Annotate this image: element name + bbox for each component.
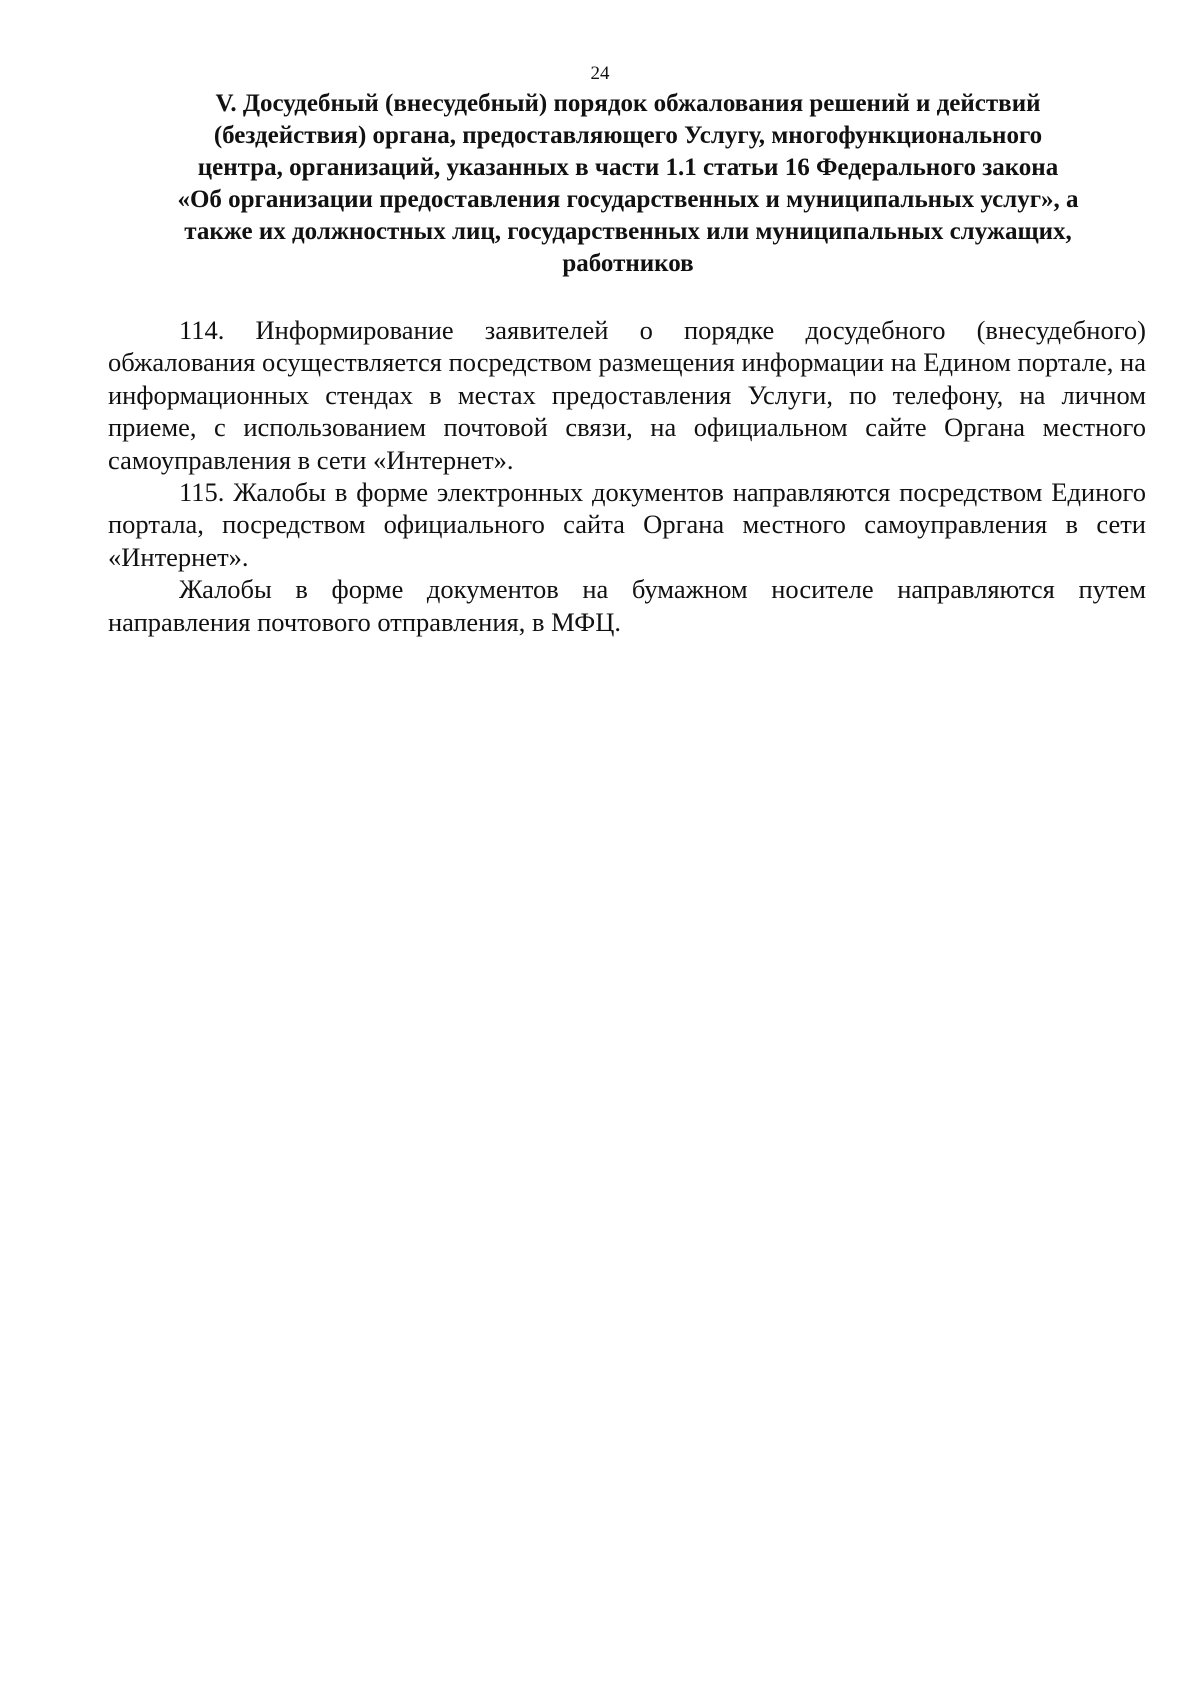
document-body xyxy=(108,314,1146,638)
section-title-line: «Об организации предоставления государственных и муниципальных услуг», а xyxy=(177,186,1079,213)
section-title-line: (бездействия) органа, предоставляющего Услугу, многофункционального xyxy=(213,122,1043,149)
paragraph-paper-complaints: Жалобы в форме документов на бумажном носителе направляются путем направления почтового отправления, в МФЦ. xyxy=(108,574,1146,637)
section-title-line: V. Досудебный (внесудебный) порядок обжалования решений и действий xyxy=(215,90,1041,117)
section-title-line: работников xyxy=(562,250,694,277)
section-title xyxy=(108,88,1148,280)
paragraph-114: 114. Информирование заявителей о порядке досудебного (внесудебного) обжалования осуществляется посредством размещения информации на Едином портале, на информационных стендах в местах предоставления Услуги, по телефону, на личном приеме, с использованием почтовой связи, на официальном сайте Органа местного самоуправления в сети «Интернет». xyxy=(108,315,1146,475)
section-title-line: центра, организаций, указанных в части 1.1 статьи 16 Федерального закона xyxy=(197,154,1059,181)
page-number: 24 xyxy=(590,63,610,84)
section-title-line: также их должностных лиц, государственных или муниципальных служащих, xyxy=(184,218,1072,245)
paragraph-115: 115. Жалобы в форме электронных документов направляются посредством Единого портала, посредством официального сайта Органа местного самоуправления в сети «Интернет». xyxy=(108,477,1146,572)
